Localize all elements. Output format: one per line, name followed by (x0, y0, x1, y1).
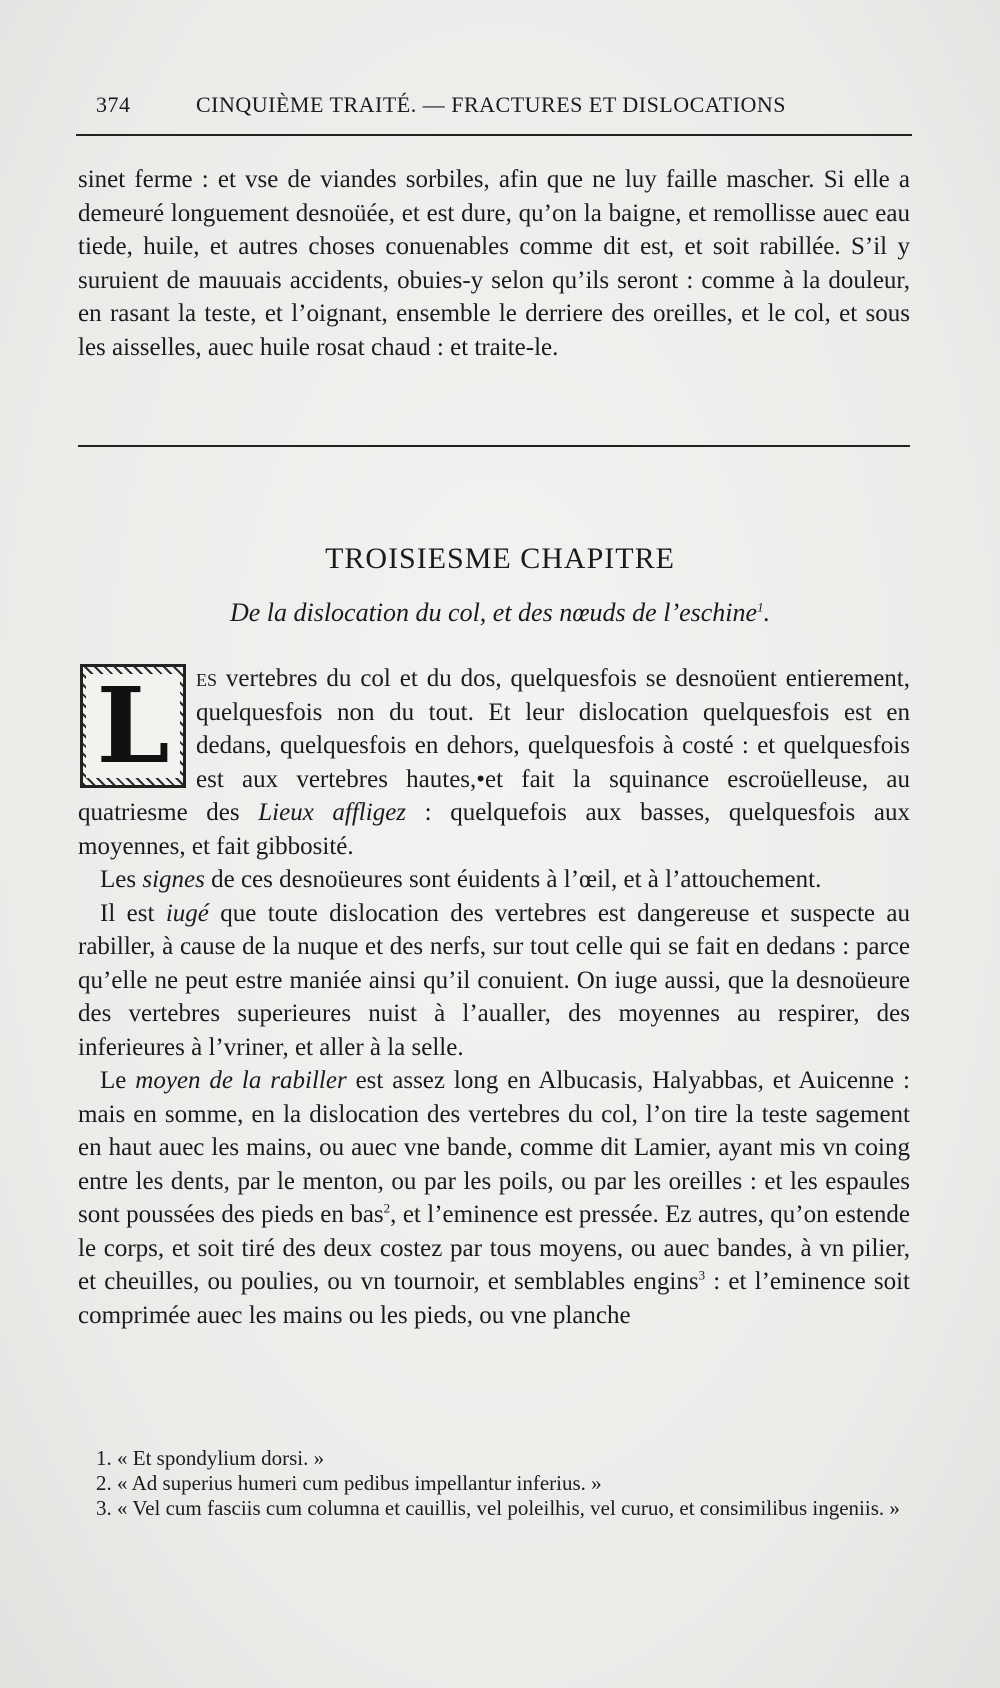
paragraph-3-part-a: Il est (100, 899, 166, 927)
paragraph-iuge (78, 897, 910, 1065)
section-divider (78, 445, 910, 447)
paragraph-moyen (78, 1064, 910, 1332)
paragraph-3-italic: iugé (165, 899, 209, 927)
chapter-subtitle: De la dislocation du col, et des nœuds de l’eschine$^1$. (229, 598, 771, 627)
drop-cap-letter: L (86, 674, 179, 778)
footnote-3: 3. « Vel cum fasciis cum columna et cauillis, vel poleilhis, vel curuo, et consimilibus ingeniis. » (96, 1496, 900, 1520)
paragraph-dislocation (78, 662, 910, 863)
header-rule (76, 134, 912, 136)
paragraph-4-italic: moyen de la rabiller (135, 1067, 347, 1094)
top-paragraph: sinet ferme : et vse de viandes sorbiles, afin que ne luy faille mascher. Si elle a demeuré longuement desnoüée, et est dure, qu’on la baigne, et remollisse auec eau tiede, huile, et autres choses conuenables comme dit est, et soit rabillée. S’il y suruient de mauuais accidents, obuies-y selon qu’ils seront : comme à la douleur, en rasant la teste, et l’oignant, ensemble le derriere des oreilles, et le col, et sous les aisselles, auec huile rosat chaud : et traite-le. (78, 166, 910, 361)
page-number: 374 (96, 92, 131, 117)
paragraph-3-part-b: que toute dislocation des vertebres est dangereuse et suspecte au rabiller, à cause de la nuque et des nerfs, sur tout celle qui se fait en dedans : parce qu’elle ne peut estre maniée ainsi qu’il conuient. On iuge aussi, que la desnoüeure des vertebres superieures nuist à l’aualler, des moyennes au respirer, des inferieures à l’vriner, et aller à la selle. (78, 899, 910, 1061)
footnote-1: 1. « Et spondylium dorsi. » (96, 1446, 325, 1470)
chapter-subtitle-text: De la dislocation du col, et des nœuds de l’eschine (229, 598, 758, 627)
paragraph-1-italic: Lieux affligez (258, 799, 407, 826)
footnotes (80, 1446, 912, 1521)
footnote-ref-1: 1 (757, 599, 764, 615)
footnote-2: 2. « Ad superius humeri cum pedibus impellantur inferius. » (96, 1471, 602, 1495)
drop-cap-space (78, 662, 196, 792)
paragraph-1-part-b: : quelquefois aux basses, quelquesfois aux moyennes, et fait gibbosité. (78, 799, 911, 860)
chapter-body (78, 662, 910, 1332)
paragraph-4-part-c: , et l’eminence est pressée. Ez autres, qu’on estende le corps, et soit tiré des deux costez par tous moyens, ou auec bandes, à vn pilier, et cheuilles, ou poulies, ou vn tournoir, et semblables engins (78, 1201, 911, 1295)
chapter-title: TROISIESME CHAPITRE (325, 542, 675, 575)
paragraph-2-italic: signes (142, 866, 205, 893)
footnote-ref-3: 3 (698, 1267, 706, 1283)
paragraph-4-part-a: Le (100, 1067, 136, 1094)
footnote-ref-2: 2 (383, 1200, 391, 1216)
paragraph-4-part-d: : et l’eminence soit comprimée auec les mains ou les pieds, ou vne planche (78, 1268, 910, 1329)
paragraph-4-part-b: est assez long en Albucasis, Halyabbas, et Auicenne : mais en somme, en la dislocation des vertebres du col, l’on tire la teste sagement en haut auec les mains, ou auec vne bande, comme dit Lamier, ayant mis vn coing entre les dents, par le menton, ou par les poils, ou par les oreilles : et les espaules sont poussées des pieds en bas (78, 1067, 910, 1228)
running-title: CINQUIÈME TRAITÉ. — FRACTURES ET DISLOCATIONS (196, 92, 787, 117)
paragraph-2-part-a: Les (100, 866, 143, 893)
running-header (96, 92, 906, 118)
paragraph-lead-word: es (196, 665, 218, 692)
paragraph-1-part-a: vertebres du col et du dos, quelquesfois se desnoüent entierement, quelquesfois non du tout. Et leur dislocation quelquesfois est en dedans, quelquesfois en dehors, quelquesfois à costé : et quelquesfois est aux vertebres hautes,•et fait la squinance escroüelleuse, au quatriesme des (78, 665, 910, 826)
top-paragraph-block (78, 163, 910, 364)
paragraph-2-part-b: de ces desnoüeures sont éuidents à l’œil, et à l’attouchement. (204, 866, 822, 893)
paragraph-signes (78, 863, 910, 897)
